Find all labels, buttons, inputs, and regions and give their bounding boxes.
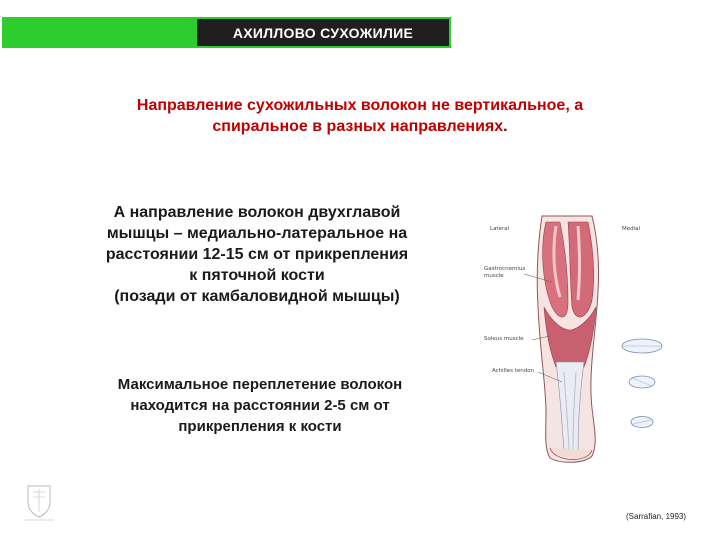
paragraph-1-line: расстоянии 12-15 см от прикрепления (105, 246, 409, 263)
paragraph-1-line: А направление волокон двухглавой (113, 204, 401, 221)
label-medial: Medial (622, 226, 641, 232)
label-achilles: Achilles tendon (492, 368, 535, 374)
subtitle-line-1: Направление сухожильных волокон не вертикальное, а (136, 97, 584, 114)
subtitle (60, 95, 660, 137)
paragraph-2-line: прикрепления к кости (178, 418, 342, 435)
label-gastrocnemius (484, 266, 525, 280)
slide-title: АХИЛЛОВО СУХОЖИЛИЕ (197, 19, 449, 46)
paragraph-max-interweaving (70, 374, 450, 437)
subtitle-line-2-text: спиральное в разных направлениях (212, 118, 504, 135)
subtitle-line-2 (60, 116, 660, 137)
subtitle-period: . (503, 118, 508, 135)
paragraph-1-line: к пяточной кости (189, 267, 325, 284)
paragraph-2-line: находится на расстоянии 2-5 см от (130, 397, 390, 414)
label-soleus: Soleus muscle (484, 336, 524, 342)
leg-anatomy-figure (480, 212, 680, 467)
label-lateral: Lateral (490, 226, 510, 232)
label-gastrocnemius-line-2: muscle (484, 273, 504, 279)
paragraph-2-line: Максимальное переплетение волокон (117, 376, 403, 393)
paragraph-biceps-direction (52, 202, 462, 307)
label-gastrocnemius-line-1: Gastrocnemius (484, 266, 526, 272)
university-crest-icon (16, 478, 62, 524)
citation: (Sarrafian, 1993) (626, 512, 687, 521)
title-banner (2, 17, 451, 48)
paragraph-1-line: мышцы – медиально-латеральное на (106, 225, 408, 242)
paragraph-1-line: (позади от камбаловидной мышцы) (114, 288, 400, 305)
